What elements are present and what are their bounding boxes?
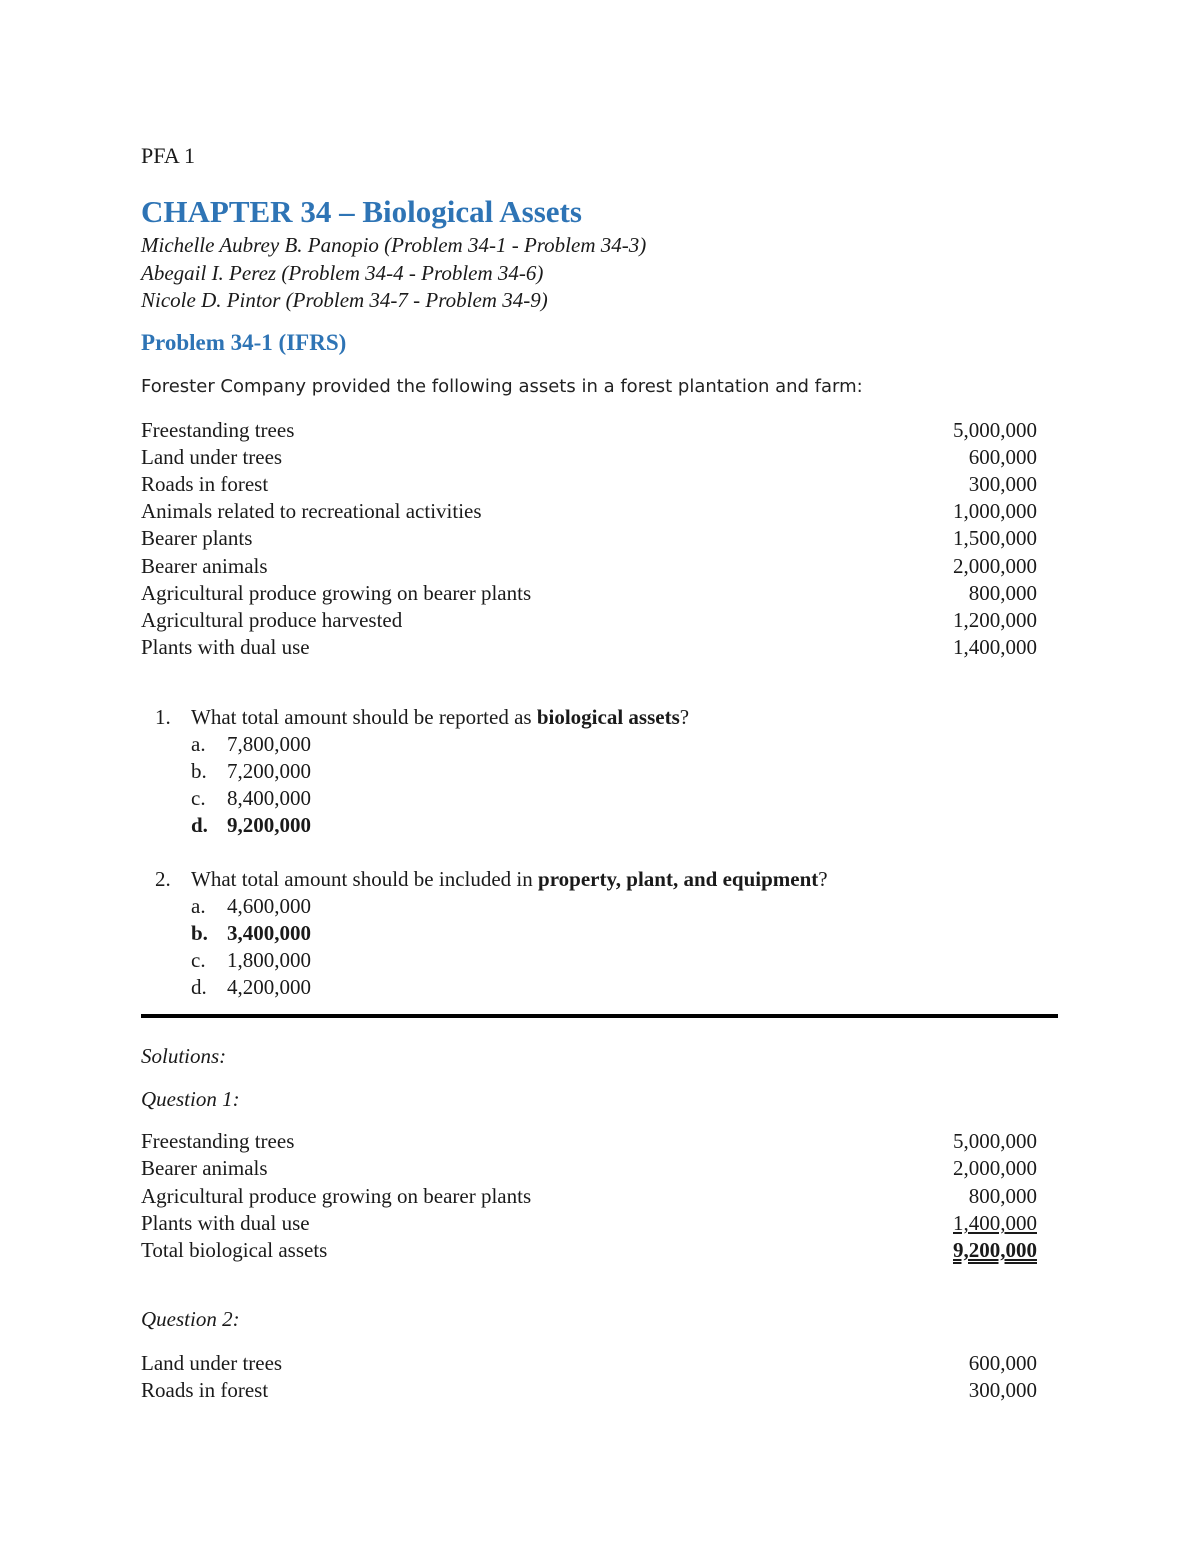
solution-label: Roads in forest	[141, 1378, 269, 1402]
asset-label: Agricultural produce harvested	[141, 608, 403, 632]
asset-row	[141, 417, 1037, 444]
asset-amount: 1,400,000	[953, 635, 1037, 659]
asset-label: Bearer animals	[141, 554, 268, 578]
question-text-lead: What total amount should be included in	[191, 867, 539, 891]
solution-amount: 300,000	[968, 1378, 1037, 1402]
solution-label: Bearer animals	[141, 1156, 268, 1180]
solution-label: Agricultural produce growing on bearer plants	[141, 1184, 532, 1208]
choice-amount: 4,200,000	[227, 975, 311, 999]
asset-row	[141, 553, 1037, 580]
choice-item	[0, 947, 1200, 974]
choice-letter: b.	[191, 921, 208, 945]
asset-amount: 1,500,000	[953, 526, 1037, 550]
author-line: Nicole D. Pintor (Problem 34-7 - Problem 34-9)	[141, 288, 548, 312]
question-1	[0, 704, 1200, 731]
asset-label: Agricultural produce growing on bearer plants	[141, 581, 532, 605]
choice-item	[0, 974, 1200, 1001]
question-text-lead: What total amount should be reported as	[191, 705, 537, 729]
choice-item-correct	[0, 920, 1200, 947]
choice-item-correct	[0, 812, 1200, 839]
asset-amount: 2,000,000	[953, 554, 1037, 578]
choice-amount: 3,400,000	[227, 921, 311, 945]
asset-label: Land under trees	[141, 445, 283, 469]
solution-label: Freestanding trees	[141, 1129, 295, 1153]
problem-heading: Problem 34-1 (IFRS)	[141, 330, 347, 355]
author-line: Abegail I. Perez (Problem 34-4 - Problem 34-6)	[141, 261, 544, 285]
solution-total-label: Total biological assets	[141, 1238, 328, 1262]
question-text-emphasis: property, plant, and equipment	[538, 867, 819, 891]
asset-row	[141, 525, 1037, 552]
question-text	[191, 704, 689, 731]
asset-row	[141, 444, 1037, 471]
asset-row	[141, 471, 1037, 498]
solution-row	[141, 1377, 1037, 1404]
question-text-emphasis: biological assets	[536, 705, 680, 729]
section-divider	[141, 1014, 1058, 1018]
asset-label: Bearer plants	[141, 526, 253, 550]
choice-amount: 8,400,000	[227, 786, 311, 810]
question-text-tail: ?	[679, 705, 690, 729]
choice-letter: a.	[191, 732, 206, 756]
question-text	[191, 866, 828, 893]
asset-amount: 1,000,000	[953, 499, 1037, 523]
solution-label: Land under trees	[141, 1351, 283, 1375]
asset-row	[141, 580, 1037, 607]
question-text-tail: ?	[818, 867, 828, 891]
asset-row	[141, 634, 1037, 661]
solution-amount: 5,000,000	[953, 1129, 1037, 1153]
solution-total-row	[141, 1237, 1037, 1264]
solution-question-1-heading: Question 1:	[141, 1087, 240, 1111]
choice-item	[0, 785, 1200, 812]
solution-row	[141, 1183, 1037, 1210]
choice-amount: 1,800,000	[227, 948, 311, 972]
author-line: Michelle Aubrey B. Panopio (Problem 34-1 - Problem 34-3)	[141, 233, 647, 257]
choice-letter: c.	[191, 786, 206, 810]
choice-letter: b.	[191, 759, 207, 783]
solution-row	[141, 1155, 1037, 1182]
choice-amount: 4,600,000	[227, 894, 311, 918]
asset-amount: 1,200,000	[953, 608, 1037, 632]
choice-letter: a.	[191, 894, 206, 918]
solution-label: Plants with dual use	[141, 1211, 310, 1235]
question-number: 2.	[155, 867, 171, 891]
solution-question-2-heading: Question 2:	[141, 1307, 240, 1331]
asset-label: Animals related to recreational activities	[141, 499, 482, 523]
choice-item	[0, 758, 1200, 785]
solution-row	[141, 1128, 1037, 1155]
choice-item	[0, 731, 1200, 758]
solution-amount: 2,000,000	[953, 1156, 1037, 1180]
asset-label: Freestanding trees	[141, 418, 295, 442]
solution-row	[141, 1350, 1037, 1377]
question-number: 1.	[155, 705, 171, 729]
choice-letter: d.	[191, 975, 207, 999]
solution-amount: 600,000	[968, 1351, 1037, 1375]
asset-label: Roads in forest	[141, 472, 269, 496]
problem-intro: Forester Company provided the following assets in a forest plantation and farm:	[141, 376, 863, 397]
choice-letter: d.	[191, 813, 208, 837]
question-2	[0, 866, 1200, 893]
asset-amount: 300,000	[968, 472, 1037, 496]
asset-amount: 600,000	[968, 445, 1037, 469]
solution-amount: 1,400,000	[953, 1211, 1037, 1235]
course-label: PFA 1	[141, 143, 196, 168]
asset-row	[141, 498, 1037, 525]
choice-item	[0, 893, 1200, 920]
solution-row	[141, 1210, 1037, 1237]
chapter-title: CHAPTER 34 – Biological Assets	[141, 194, 582, 229]
choice-amount: 7,800,000	[227, 732, 311, 756]
solution-total-amount: 9,200,000	[953, 1238, 1037, 1262]
asset-row	[141, 607, 1037, 634]
asset-amount: 5,000,000	[953, 418, 1037, 442]
choice-amount: 9,200,000	[227, 813, 311, 837]
asset-label: Plants with dual use	[141, 635, 310, 659]
asset-amount: 800,000	[968, 581, 1037, 605]
solution-amount: 800,000	[968, 1184, 1037, 1208]
choice-amount: 7,200,000	[227, 759, 311, 783]
solutions-heading: Solutions:	[141, 1044, 227, 1068]
choice-letter: c.	[191, 948, 206, 972]
